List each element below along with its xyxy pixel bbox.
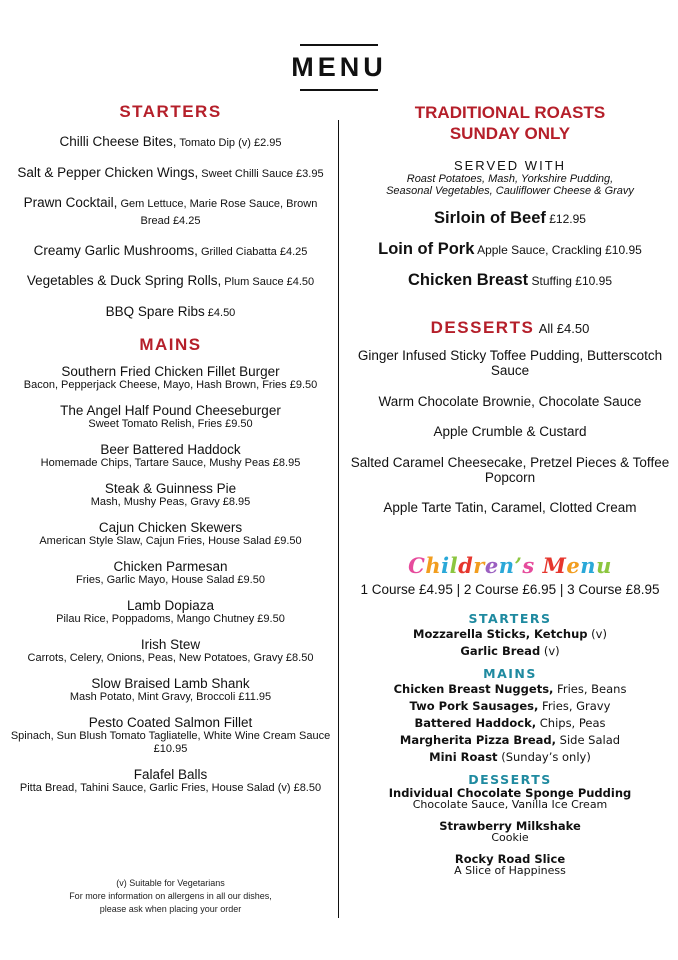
- dessert-desc: & Custard: [522, 424, 587, 439]
- main-item: [8, 443, 333, 470]
- starter-item: [8, 273, 333, 290]
- starters-heading: STARTERS: [119, 102, 222, 121]
- footnote-line: (v) Suitable for Vegetarians: [116, 878, 225, 888]
- starter-name: BBQ Spare Ribs: [105, 303, 205, 319]
- mains-list: [8, 365, 333, 795]
- starter-name: Chilli Cheese Bites,: [59, 134, 177, 149]
- kids-main: [345, 715, 675, 732]
- main-name: Beer Battered Haddock: [100, 441, 241, 457]
- main-desc: Spinach, Sun Blush Tomato Tagliatelle, White Wine Cream Sauce £10.95: [10, 729, 331, 755]
- kids-main-name: Chicken Breast Nuggets,: [393, 682, 554, 696]
- roasts-list: [345, 207, 675, 292]
- main-desc: Homemade Chips, Tartare Sauce, Mushy Peas £8.95: [40, 456, 301, 469]
- main-name: Chicken Parmesan: [113, 558, 228, 574]
- kids-dessert-desc: A Slice of Happiness: [454, 864, 566, 877]
- logo-letter: M: [542, 553, 567, 578]
- logo-letter: d: [458, 553, 474, 578]
- kids-pricing: 1 Course £4.95 | 2 Course £6.95 | 3 Course £8.95: [360, 582, 660, 597]
- dessert-item: [345, 455, 675, 485]
- kids-mains-list: [345, 681, 675, 766]
- main-name: Falafel Balls: [133, 766, 208, 782]
- kids-main-name: Margherita Pizza Bread,: [399, 733, 556, 747]
- kids-dessert-name: Strawberry Milkshake: [439, 819, 581, 833]
- footnote-line: please ask when placing your order: [99, 904, 242, 914]
- desserts-price-note: All £4.50: [538, 321, 590, 336]
- main-desc: Carrots, Celery, Onions, Peas, New Potatoes, Gravy £8.50: [27, 651, 314, 664]
- dessert-name: Ginger Infused Sticky Toffee Pudding,: [357, 348, 584, 363]
- allergen-footnote: [8, 877, 333, 916]
- main-item: [8, 677, 333, 704]
- kids-starter: [345, 626, 675, 643]
- childrens-menu-logo: [345, 553, 675, 578]
- main-item: [8, 404, 333, 431]
- roast-name: Loin of Pork: [378, 240, 475, 258]
- dessert-desc: Pretzel Pieces & Toffee Popcorn: [484, 454, 670, 485]
- starter-desc: Gem Lettuce, Marie Rose Sauce, Brown Bread £4.25: [117, 198, 318, 227]
- logo-letter: e: [566, 553, 581, 578]
- roast-sides-line1: Roast Potatoes, Mash, Yorkshire Pudding,: [406, 173, 614, 185]
- left-column: [8, 102, 333, 807]
- main-item: [8, 482, 333, 509]
- kids-main-name: Two Pork Sausages,: [409, 699, 539, 713]
- kids-dessert-name: Rocky Road Slice: [454, 852, 566, 866]
- desserts-heading: DESSERTS: [430, 318, 535, 337]
- main-item: [8, 560, 333, 587]
- starter-item: [8, 304, 333, 321]
- main-name: The Angel Half Pound Cheeseburger: [60, 402, 281, 418]
- kids-main: [345, 698, 675, 715]
- roasts-heading: [345, 102, 675, 144]
- main-item: [8, 768, 333, 795]
- roast-desc: £12.95: [545, 212, 586, 226]
- main-desc: American Style Slaw, Cajun Fries, House Salad £9.50: [39, 534, 302, 547]
- main-name: Southern Fried Chicken Fillet Burger: [61, 363, 280, 379]
- roasts-heading-line2: SUNDAY ONLY: [449, 124, 571, 143]
- starter-desc: Grilled Ciabatta £4.25: [197, 245, 308, 258]
- starters-list: [8, 134, 333, 321]
- kids-desserts-heading: DESSERTS: [468, 772, 552, 787]
- kids-starter-desc: (v): [587, 627, 607, 641]
- served-with-label: SERVED WITH: [453, 158, 567, 173]
- menu-title: [0, 44, 678, 91]
- dessert-name: Apple Crumble: [433, 424, 523, 439]
- kids-main-desc: Side Salad: [556, 733, 621, 747]
- column-divider: [338, 120, 339, 918]
- roast-sides-line2: Seasonal Vegetables, Cauliflower Cheese & Gravy: [386, 185, 634, 197]
- dessert-desc: Chocolate Sauce: [534, 393, 642, 409]
- kids-main: [345, 732, 675, 749]
- dessert-desc: Butterscotch Sauce: [490, 348, 663, 378]
- logo-letter: u: [596, 553, 612, 578]
- kids-main: [345, 681, 675, 698]
- kids-main: [345, 749, 675, 766]
- kids-dessert: [345, 820, 675, 843]
- main-desc: Bacon, Pepperjack Cheese, Mayo, Hash Brown, Fries £9.50: [23, 378, 318, 391]
- roast-desc: Apple Sauce, Crackling £10.95: [474, 243, 642, 257]
- main-item: [8, 599, 333, 626]
- roast-name: Chicken Breast: [408, 271, 529, 289]
- main-name: Pesto Coated Salmon Fillet: [88, 714, 253, 730]
- main-desc: Mash Potato, Mint Gravy, Broccoli £11.95: [69, 690, 272, 703]
- mains-heading: MAINS: [139, 334, 202, 354]
- kids-dessert-name: Individual Chocolate Sponge Pudding: [388, 786, 632, 800]
- logo-letter: n: [580, 553, 597, 578]
- logo-letter: i: [441, 553, 450, 578]
- main-desc: Sweet Tomato Relish, Fries £9.50: [88, 417, 253, 430]
- kids-main-desc: Fries, Gravy: [538, 699, 611, 713]
- menu-heading: MENU: [291, 52, 387, 82]
- roasts-heading-line1: TRADITIONAL ROASTS: [414, 103, 606, 122]
- logo-letter: r: [473, 553, 485, 578]
- dessert-name: Warm Chocolate Brownie,: [378, 393, 535, 409]
- main-item: [8, 716, 333, 756]
- starter-desc: Tomato Dip (v) £2.95: [176, 137, 282, 149]
- kids-dessert: [345, 787, 675, 810]
- roast-sides: [345, 173, 675, 197]
- desserts-list: [345, 348, 675, 515]
- starter-name: Creamy Garlic Mushrooms,: [33, 242, 198, 258]
- starter-desc: Sweet Chilli Sauce £3.95: [198, 167, 324, 180]
- main-name: Lamb Dopiaza: [126, 597, 215, 613]
- starter-item: [8, 195, 333, 229]
- kids-mains-heading: MAINS: [483, 666, 537, 681]
- main-desc: Fries, Garlic Mayo, House Salad £9.50: [76, 573, 265, 586]
- main-item: [8, 638, 333, 665]
- kids-dessert-desc: Cookie: [491, 831, 529, 844]
- main-item: [8, 521, 333, 548]
- kids-starter-name: Mozzarella Sticks, Ketchup: [413, 627, 588, 641]
- right-column: [345, 102, 675, 886]
- logo-letter: ’: [514, 553, 523, 578]
- kids-main-desc: (Sunday’s only): [497, 750, 591, 764]
- starter-item: [8, 243, 333, 260]
- main-name: Cajun Chicken Skewers: [98, 519, 243, 535]
- kids-main-name: Battered Haddock,: [414, 716, 537, 730]
- dessert-item: [345, 500, 675, 515]
- roast-item: [345, 269, 675, 292]
- kids-main-name: Mini Roast: [429, 750, 498, 764]
- logo-letter: e: [484, 553, 499, 578]
- starter-item: [8, 165, 333, 182]
- starter-desc: Plum Sauce £4.50: [221, 276, 315, 288]
- starter-name: Vegetables & Duck Spring Rolls,: [26, 273, 222, 288]
- logo-letter: l: [449, 553, 459, 578]
- starter-item: [8, 134, 333, 151]
- starter-name: Salt & Pepper Chicken Wings,: [17, 164, 199, 180]
- dessert-item: [345, 394, 675, 409]
- roast-item: [345, 207, 675, 230]
- main-name: Steak & Guinness Pie: [104, 480, 237, 496]
- title-rule-bottom: [300, 89, 378, 91]
- roast-desc: Stuffing £10.95: [528, 274, 612, 288]
- roast-item: [345, 238, 675, 261]
- desserts-heading-row: [345, 318, 675, 338]
- main-item: [8, 365, 333, 392]
- main-name: Irish Stew: [140, 636, 201, 652]
- logo-letter: s: [522, 553, 535, 578]
- main-name: Slow Braised Lamb Shank: [91, 675, 250, 691]
- dessert-desc: Caramel, Clotted Cream: [487, 500, 637, 515]
- logo-letter: C: [408, 553, 426, 578]
- kids-dessert: [345, 853, 675, 876]
- kids-main-desc: Fries, Beans: [553, 682, 627, 696]
- dessert-item: [345, 424, 675, 439]
- dessert-name: Salted Caramel Cheesecake,: [350, 454, 527, 470]
- kids-starter: [345, 643, 675, 660]
- kids-starter-name: Garlic Bread: [460, 644, 541, 658]
- kids-starter-desc: (v): [540, 644, 560, 658]
- kids-starters-heading: STARTERS: [468, 611, 552, 626]
- kids-desserts-list: [345, 787, 675, 876]
- dessert-name: Apple Tarte Tatin,: [383, 500, 488, 515]
- main-desc: Pilau Rice, Poppadoms, Mango Chutney £9.50: [56, 612, 285, 625]
- kids-main-desc: Chips, Peas: [536, 716, 606, 730]
- footnote-line: For more information on allergens in all our dishes,: [69, 891, 272, 901]
- kids-starters-list: [345, 626, 675, 660]
- logo-letter: h: [425, 553, 442, 578]
- kids-dessert-desc: Chocolate Sauce, Vanilla Ice Cream: [412, 798, 608, 811]
- dessert-item: [345, 348, 675, 378]
- main-desc: Mash, Mushy Peas, Gravy £8.95: [90, 495, 251, 508]
- logo-letter: n: [498, 553, 515, 578]
- starter-name: Prawn Cocktail,: [23, 195, 118, 210]
- main-desc: Pitta Bread, Tahini Sauce, Garlic Fries, House Salad (v) £8.50: [19, 781, 322, 794]
- starter-desc: £4.50: [204, 306, 236, 319]
- roast-name: Sirloin of Beef: [434, 209, 546, 227]
